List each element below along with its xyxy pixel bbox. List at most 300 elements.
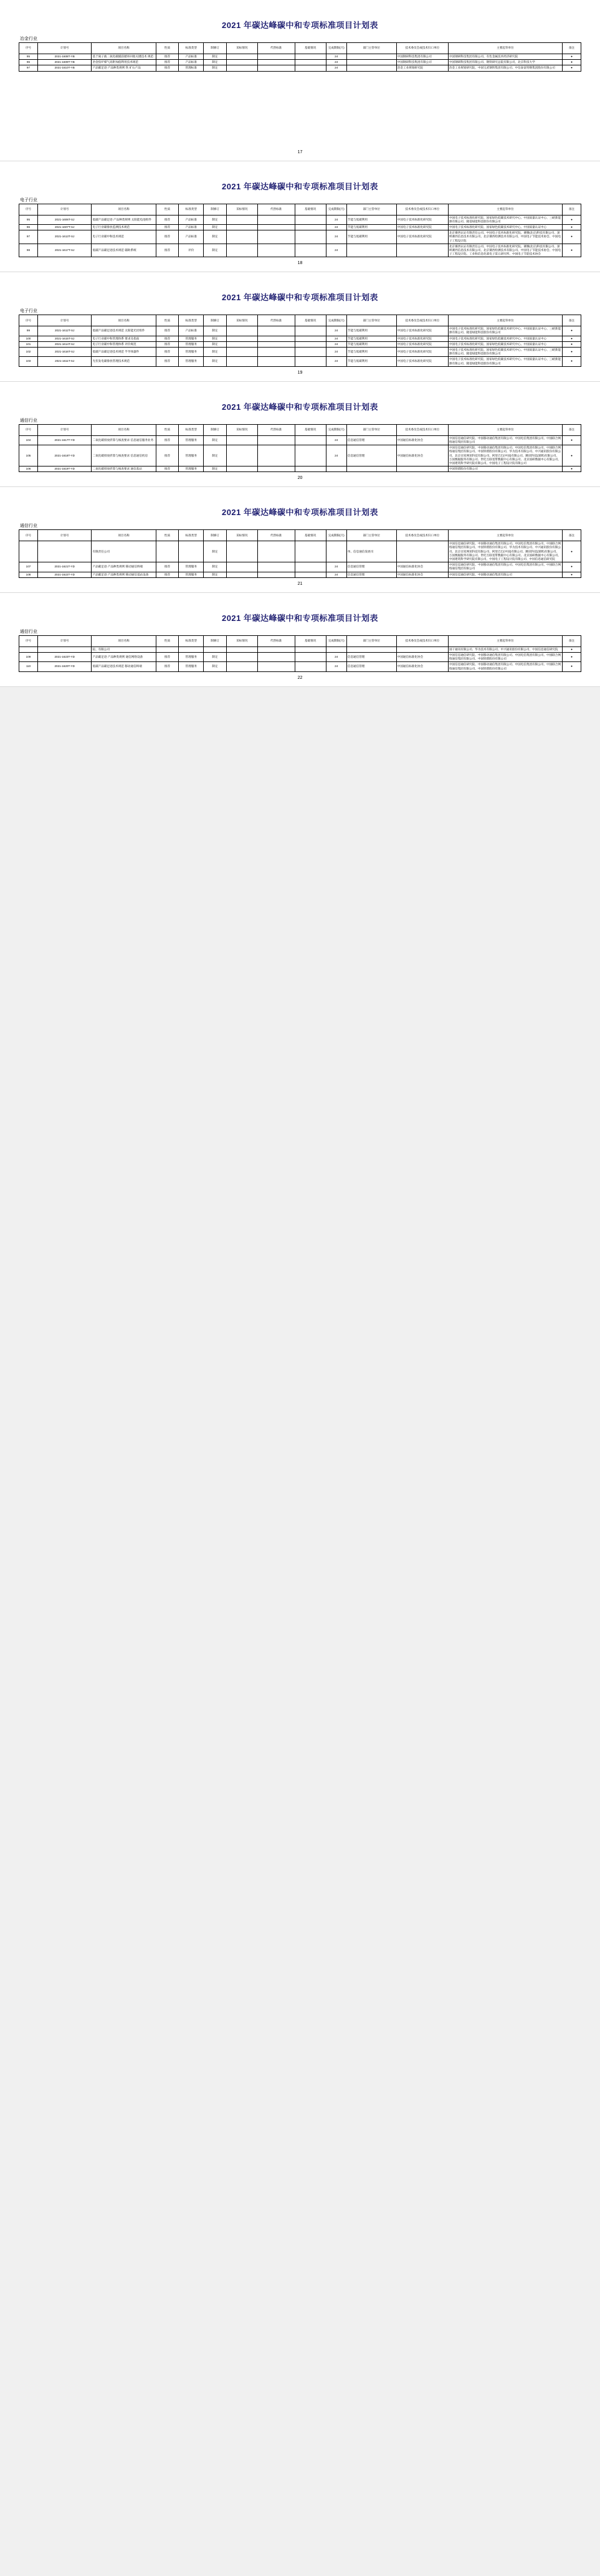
cell-dept: 信息通信管理 <box>346 572 396 577</box>
document-page <box>0 487 600 593</box>
cell-drafters: 中国信息通信研究院、中国移动通信集团有限公司 <box>448 572 562 577</box>
document-page <box>0 161 600 273</box>
cell-remark: ● <box>562 336 581 341</box>
table-row <box>19 562 581 572</box>
cell-amend: 制定 <box>204 341 227 347</box>
column-header: 项目名称 <box>92 635 156 646</box>
cell-type: 管理标准 <box>179 65 204 71</box>
column-header: 采标情况 <box>226 635 257 646</box>
cell-tc: 中国电子技术标准化研究院 <box>396 215 448 224</box>
cell-seq: 102 <box>19 348 38 357</box>
cell-replace <box>257 646 295 652</box>
column-header: 采标情况 <box>226 43 257 54</box>
column-header: 标准类型 <box>179 424 204 435</box>
cell-replace <box>257 572 295 577</box>
cell-tc: 中国电子技术标准化研究院 <box>396 357 448 366</box>
cell-plan-no: 2021-1612T-SJ <box>37 326 92 336</box>
cell-basis <box>295 341 326 347</box>
cell-dept <box>346 646 396 652</box>
sector-label: 通信行业 <box>20 524 37 529</box>
cell-seq <box>19 646 38 652</box>
cell-nature: 推荐 <box>156 244 179 257</box>
cell-replace <box>257 541 295 562</box>
cell-remark: ● <box>562 357 581 366</box>
cell-plan-no <box>37 646 92 652</box>
cell-adopt <box>226 357 257 366</box>
cell-basis <box>295 662 326 671</box>
cell-drafters: 国干通讯有限公司、华为技术有限公司、中兴通讯股份有限公司、中国信息通信研究院 <box>448 646 562 652</box>
cell-type: 管理服务 <box>179 336 204 341</box>
cell-replace <box>257 562 295 572</box>
column-header: 部门主管单位 <box>346 530 396 541</box>
cell-remark: ● <box>562 54 581 60</box>
cell-deadline: 24 <box>326 224 346 230</box>
column-header: 序号 <box>19 43 38 54</box>
cell-amend: 制定 <box>204 65 227 71</box>
cell-type: 管理服务 <box>179 562 204 572</box>
cell-adopt <box>226 224 257 230</box>
cell-amend: 制定 <box>204 541 227 562</box>
cell-adopt <box>226 562 257 572</box>
cell-deadline: 24 <box>326 572 346 577</box>
column-header: 代替标准 <box>257 530 295 541</box>
column-header: 基础情况 <box>295 43 326 54</box>
page-number: 21 <box>297 581 303 586</box>
cell-name: 二氧化碳排放折算与核查要求 信息通信机房 <box>92 445 156 466</box>
column-header: 完成期限(月) <box>326 315 346 326</box>
cell-dept: 节能与低碳利用 <box>346 336 396 341</box>
cell-basis <box>295 562 326 572</box>
cell-deadline <box>326 541 346 562</box>
cell-type: 产品标准 <box>179 230 204 244</box>
column-header: 备注 <box>562 43 581 54</box>
cell-seq: 104 <box>19 435 38 445</box>
cell-adopt <box>226 541 257 562</box>
column-header: 采标情况 <box>226 315 257 326</box>
cell-name: 低碳产品碳足迹 产品种类规则 太阳能电池组件 <box>92 215 156 224</box>
table-row <box>19 65 581 71</box>
cell-amend: 制定 <box>204 445 227 466</box>
column-header: 计划号 <box>37 424 92 435</box>
cell-name: 有限责任公司 <box>92 541 156 562</box>
cell-drafters: 中国信息通信研究院、中国移动通信集团有限公司、中国电信集团有限公司、中国联合网络通信集团有限公司、中国铁塔股份有限公司 <box>448 652 562 661</box>
cell-deadline: 24 <box>326 445 346 466</box>
column-header: 标准类型 <box>179 530 204 541</box>
table-row <box>19 326 581 336</box>
cell-plan-no: 2021-1614T-SJ <box>37 341 92 347</box>
column-header: 代替标准 <box>257 315 295 326</box>
column-header: 备注 <box>562 204 581 215</box>
table-row <box>19 652 581 661</box>
column-header: 序号 <box>19 424 38 435</box>
cell-remark: ● <box>562 562 581 572</box>
cell-tc <box>396 646 448 652</box>
cell-seq: 100 <box>19 336 38 341</box>
cell-plan-no: 2021-1611T-SJ <box>37 357 92 366</box>
cell-type: 产品标准 <box>179 215 204 224</box>
column-header: 部门主管单位 <box>346 315 396 326</box>
cell-seq: 101 <box>19 341 38 347</box>
cell-replace <box>257 230 295 244</box>
column-header: 完成期限(月) <box>326 424 346 435</box>
cell-remark: ● <box>562 60 581 65</box>
column-header: 技术委员会或技术归口单位 <box>396 635 448 646</box>
column-header: 计划号 <box>37 635 92 646</box>
cell-basis <box>295 336 326 341</box>
cell-name: 产品碳足迹 产品种类规则 铁 矿石产品 <box>92 65 156 71</box>
column-header: 性质 <box>156 315 179 326</box>
column-header: 技术委员会或技术归口单位 <box>396 204 448 215</box>
cell-replace <box>257 466 295 472</box>
cell-dept: 节能与低碳利用 <box>346 230 396 244</box>
table-row <box>19 341 581 347</box>
document-page <box>0 382 600 488</box>
cell-replace <box>257 445 295 466</box>
cell-deadline: 24 <box>326 357 346 366</box>
cell-nature: 推荐 <box>156 224 179 230</box>
table-header-row <box>19 530 581 541</box>
cell-type <box>179 646 204 652</box>
column-header: 标准类型 <box>179 315 204 326</box>
cell-adopt <box>226 230 257 244</box>
cell-amend: 制定 <box>204 662 227 671</box>
column-header: 技术委员会或技术归口单位 <box>396 43 448 54</box>
cell-plan-no: 2021-1609T-YB <box>37 60 92 65</box>
page-number: 17 <box>297 149 303 154</box>
column-header: 技术委员会或技术归口单位 <box>396 424 448 435</box>
cell-nature: 推荐 <box>156 348 179 357</box>
cell-type: 产品标准 <box>179 54 204 60</box>
cell-nature: 推荐 <box>156 326 179 336</box>
column-header: 性质 <box>156 424 179 435</box>
column-header: 代替标准 <box>257 424 295 435</box>
cell-seq: 108 <box>19 572 38 577</box>
column-header: 部门主管单位 <box>346 635 396 646</box>
cell-basis <box>295 230 326 244</box>
cell-seq: 98 <box>19 244 38 257</box>
cell-remark: ● <box>562 541 581 562</box>
cell-amend: 制定 <box>204 357 227 366</box>
column-header: 基础情况 <box>295 315 326 326</box>
table-row <box>19 572 581 577</box>
cell-plan-no <box>37 541 92 562</box>
column-header: 主要起草单位 <box>448 635 562 646</box>
cell-drafters: 中国信息通信研究院、中国移动通信集团有限公司、中国电信集团有限公司、中国联合网络通信集团有限公司、中国铁塔股份有限公司、华为技术有限公司、中兴通讯股份有限公司、北京百度网讯科技有限公司、阿里巴巴(中国)有限公司、腾讯科技(深圳)有限公司、万国数据服务有限公司、世纪互联宽带数据中心有限公司、北京国研数据中心有限公司、中国建筑科学研究院有限公司、中国电子工程设计院有限公司、中国信息通信研究院 <box>448 541 562 562</box>
cell-tc: 中国通信标准化协会 <box>396 572 448 577</box>
cell-seq: 105 <box>19 445 38 466</box>
cell-name: 冶金焦炉煤气高附加值利用技术规范 <box>92 60 156 65</box>
cell-remark: ● <box>562 224 581 230</box>
table-row <box>19 348 581 357</box>
cell-nature: 推荐 <box>156 445 179 466</box>
cell-seq: 97 <box>19 65 38 71</box>
column-header: 完成期限(月) <box>326 635 346 646</box>
cell-tc: 中国电子技术标准化研究院 <box>396 230 448 244</box>
column-header: 基础情况 <box>295 204 326 215</box>
column-header: 计划号 <box>37 43 92 54</box>
table-row <box>19 445 581 466</box>
cell-amend: 制定 <box>204 230 227 244</box>
cell-remark: ● <box>562 572 581 577</box>
cell-dept: 信息通信管理 <box>346 562 396 572</box>
cell-deadline: 24 <box>326 230 346 244</box>
cell-seq: 99 <box>19 326 38 336</box>
column-header: 采标情况 <box>226 424 257 435</box>
cell-dept <box>346 54 396 60</box>
cell-type: 管理服务 <box>179 348 204 357</box>
cell-amend: 制定 <box>204 348 227 357</box>
column-header: 项目名称 <box>92 530 156 541</box>
cell-nature: 推荐 <box>156 435 179 445</box>
cell-basis <box>295 60 326 65</box>
cell-nature: 推荐 <box>156 466 179 472</box>
cell-deadline: 24 <box>326 54 346 60</box>
cell-drafters: 中国信息通信研究院、中国移动通信集团有限公司、中国电信集团有限公司、中国联合网络通信集团有限公司 <box>448 435 562 445</box>
standards-table <box>19 529 581 578</box>
column-header: 采标情况 <box>226 530 257 541</box>
cell-dept <box>346 60 396 65</box>
cell-plan-no: 2021-1621T-YD <box>37 562 92 572</box>
column-header: 基础情况 <box>295 530 326 541</box>
cell-adopt <box>226 572 257 577</box>
cell-replace <box>257 341 295 347</box>
cell-tc: 中国钢研科技集团有限公司 <box>396 60 448 65</box>
cell-deadline: 24 <box>326 244 346 257</box>
cell-nature: 推荐 <box>156 65 179 71</box>
cell-basis <box>295 326 326 336</box>
cell-plan-no: 2021-1622T-YD <box>37 572 92 577</box>
page-title: 2021 年碳达峰碳中和专项标准项目计划表 <box>221 293 379 303</box>
column-header: 性质 <box>156 635 179 646</box>
cell-name: 二氧化碳排放折算与核查要求 信息通信服务业务 <box>92 435 156 445</box>
cell-nature <box>156 541 179 562</box>
cell-adopt <box>226 662 257 671</box>
cell-deadline <box>326 466 346 472</box>
column-header: 序号 <box>19 635 38 646</box>
cell-plan-no: 2021-1619T-YD <box>37 466 92 472</box>
cell-seq: 97 <box>19 230 38 244</box>
page-title: 2021 年碳达峰碳中和专项标准项目计划表 <box>221 402 379 412</box>
column-header: 采标情况 <box>226 204 257 215</box>
cell-amend: 制定 <box>204 435 227 445</box>
cell-deadline: 24 <box>326 326 346 336</box>
column-header: 备注 <box>562 424 581 435</box>
cell-adopt <box>226 336 257 341</box>
cell-dept <box>346 65 396 71</box>
cell-drafters: 中国电子技术标准化研究院、国家绿色低碳技术研究中心、中国质量认证中心、三峡新能源有限公司、隆基绿能科技股份有限公司 <box>448 215 562 224</box>
cell-dept: 信息通信管理 <box>346 445 396 466</box>
column-header: 完成期限(月) <box>326 204 346 215</box>
cell-nature: 推荐 <box>156 230 179 244</box>
cell-nature <box>156 646 179 652</box>
cell-drafters: 中国信息通信研究院、中国移动通信集团有限公司、中国电信集团有限公司、中国联合网络通信集团有限公司、中国铁塔股份有限公司 <box>448 662 562 671</box>
cell-remark: ● <box>562 646 581 652</box>
cell-basis <box>295 65 326 71</box>
cell-dept: 节能与低碳利用 <box>346 341 396 347</box>
cell-adopt <box>226 445 257 466</box>
cell-replace <box>257 348 295 357</box>
cell-basis <box>295 541 326 562</box>
cell-dept: 信息通信管理 <box>346 652 396 661</box>
cell-adopt <box>226 65 257 71</box>
cell-type: 产品标准 <box>179 60 204 65</box>
cell-remark: ● <box>562 466 581 472</box>
cell-adopt <box>226 652 257 661</box>
sector-label: 通信行业 <box>20 629 37 634</box>
cell-amend: 制定 <box>204 562 227 572</box>
cell-amend: 制定 <box>204 215 227 224</box>
cell-nature: 推荐 <box>156 215 179 224</box>
page-title: 2021 年碳达峰碳中和专项标准项目计划表 <box>221 613 379 623</box>
cell-deadline: 24 <box>326 215 346 224</box>
table-header-row <box>19 204 581 215</box>
column-header: 制修订 <box>204 204 227 215</box>
cell-replace <box>257 244 295 257</box>
cell-amend: 制定 <box>204 244 227 257</box>
cell-basis <box>295 357 326 366</box>
table-row <box>19 435 581 445</box>
column-header: 完成期限(月) <box>326 530 346 541</box>
cell-tc: 中国通信标准化协会 <box>396 662 448 671</box>
cell-amend: 制定 <box>204 224 227 230</box>
cell-replace <box>257 60 295 65</box>
column-header: 备注 <box>562 315 581 326</box>
cell-tc: 中国电子技术标准化研究院 <box>396 336 448 341</box>
cell-seq: 96 <box>19 60 38 65</box>
cell-drafters: 中国信息通信研究院、中国移动通信集团有限公司、中国电信集团有限公司、中国联合网络通信集团有限公司 <box>448 562 562 572</box>
column-header: 部门主管单位 <box>346 204 396 215</box>
table-row <box>19 646 581 652</box>
cell-tc: 中国电子技术标准化研究院 <box>396 326 448 336</box>
cell-adopt <box>226 215 257 224</box>
cell-amend: 制定 <box>204 54 227 60</box>
cell-type: 管理服务 <box>179 572 204 577</box>
cell-tc: 冶金工业规划研究院 <box>396 65 448 71</box>
sector-label: 电子行业 <box>20 197 37 202</box>
cell-deadline: 24 <box>326 562 346 572</box>
cell-seq: 110 <box>19 662 38 671</box>
cell-plan-no: 2021-1608T-YB <box>37 54 92 60</box>
column-header: 标准类型 <box>179 43 204 54</box>
cell-tc: 中国通信标准化协会 <box>396 435 448 445</box>
cell-adopt <box>226 435 257 445</box>
cell-deadline: 24 <box>326 662 346 671</box>
cell-dept <box>346 466 396 472</box>
cell-remark: ● <box>562 65 581 71</box>
column-header: 序号 <box>19 204 38 215</box>
cell-replace <box>257 215 295 224</box>
cell-amend: 制定 <box>204 652 227 661</box>
page-number: 22 <box>297 675 303 680</box>
cell-adopt <box>226 341 257 347</box>
column-header: 项目名称 <box>92 424 156 435</box>
cell-name: 基于离子液二氧化碳捕获循环回收关键技术 规范 <box>92 54 156 60</box>
cell-adopt <box>226 60 257 65</box>
cell-name: 电子行业碳中和技术规范 <box>92 230 156 244</box>
cell-plan-no: 2021-1623T-YD <box>37 652 92 661</box>
cell-remark: ● <box>562 435 581 445</box>
column-header: 性质 <box>156 530 179 541</box>
cell-tc: 中国通信标准化协会 <box>396 445 448 466</box>
cell-basis <box>295 348 326 357</box>
column-header: 技术委员会或技术归口单位 <box>396 315 448 326</box>
cell-type: 产品标准 <box>179 224 204 230</box>
sector-label: 电子行业 <box>20 309 37 314</box>
cell-dept: 节能与低碳利用 <box>346 326 396 336</box>
cell-remark: ● <box>562 341 581 347</box>
table-row <box>19 357 581 366</box>
page-number: 19 <box>297 370 303 375</box>
cell-deadline: 24 <box>326 652 346 661</box>
cell-basis <box>295 646 326 652</box>
cell-adopt <box>226 54 257 60</box>
column-header: 性质 <box>156 204 179 215</box>
column-header: 技术委员会或技术归口单位 <box>396 530 448 541</box>
cell-plan-no: 2021-1616T-SJ <box>37 348 92 357</box>
cell-nature: 推荐 <box>156 60 179 65</box>
cell-amend: 制定 <box>204 336 227 341</box>
table-row <box>19 662 581 671</box>
cell-plan-no: 2021-1620T-YD <box>37 662 92 671</box>
cell-name: 电子行业碳排放监测技术规范 <box>92 224 156 230</box>
cell-drafters: 中国电子技术标准化研究院、国家绿色低碳技术研究中心、中国质量认证中心、三峡新能源有限公司、隆基绿能科技股份有限公司 <box>448 348 562 357</box>
cell-amend: 制定 <box>204 466 227 472</box>
cell-drafters: 北京赛西认证有限责任公司、中国电子技术标准化研究院、赛腾(北京)科技有限公司、深圳赛西信息技术有限公司、北京赛西检测技术有限公司、中国电子节能技术协会、中国电子工程设计院、工业和信息化部电子第五研究所、中国电子节能技术协会 <box>448 244 562 257</box>
cell-plan-no: 2021-1606T-SJ <box>37 215 92 224</box>
cell-name: 院、有限公司 <box>92 646 156 652</box>
cell-seq: 96 <box>19 224 38 230</box>
cell-type: 管理服务 <box>179 466 204 472</box>
cell-name: 产品碳足迹 产品种类规则 移动通信基站设备 <box>92 572 156 577</box>
cell-remark: ● <box>562 445 581 466</box>
cell-adopt <box>226 326 257 336</box>
column-header: 标准类型 <box>179 635 204 646</box>
cell-amend <box>204 646 227 652</box>
cell-seq: 95 <box>19 215 38 224</box>
cell-basis <box>295 466 326 472</box>
cell-plan-no: 2021-1607T-SJ <box>37 224 92 230</box>
cell-plan-no: 2021-1617T-YD <box>37 435 92 445</box>
cell-deadline: 24 <box>326 435 346 445</box>
cell-remark: ● <box>562 662 581 671</box>
cell-nature: 推荐 <box>156 572 179 577</box>
sector-label: 冶金行业 <box>20 37 37 41</box>
page-number: 18 <box>297 261 303 266</box>
column-header: 性质 <box>156 43 179 54</box>
cell-type: 管理服务 <box>179 435 204 445</box>
sector-label: 通信行业 <box>20 418 37 423</box>
table-row <box>19 336 581 341</box>
cell-deadline <box>326 646 346 652</box>
cell-drafters: 中国钢研科技集团有限公司、有色金属技术经济研究院 <box>448 54 562 60</box>
cell-dept: 节能与低碳利用 <box>346 348 396 357</box>
column-header: 计划号 <box>37 530 92 541</box>
table-header-row <box>19 635 581 646</box>
cell-replace <box>257 435 295 445</box>
standards-table <box>19 42 581 72</box>
cell-nature: 推荐 <box>156 662 179 671</box>
column-header: 基础情况 <box>295 635 326 646</box>
cell-adopt <box>226 244 257 257</box>
cell-dept: 信息通信管理 <box>346 435 396 445</box>
cell-replace <box>257 336 295 341</box>
cell-type: 产品标准 <box>179 326 204 336</box>
cell-dept: 节能与低碳利用 <box>346 224 396 230</box>
page-whitespace <box>19 72 581 146</box>
cell-basis <box>295 652 326 661</box>
column-header: 主要起草单位 <box>448 43 562 54</box>
cell-amend: 制定 <box>204 60 227 65</box>
